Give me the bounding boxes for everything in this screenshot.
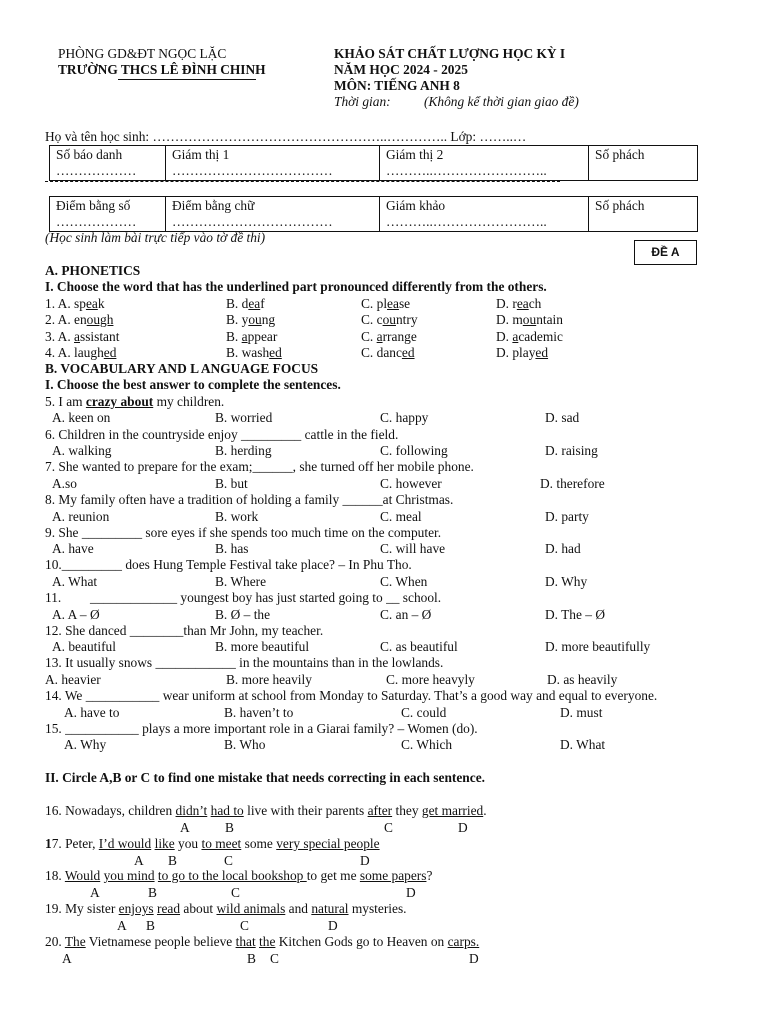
choice-letter: B	[146, 918, 155, 933]
answer-option-d: D. raising	[545, 443, 598, 458]
sentence-text: they	[392, 803, 422, 818]
underlined-segment: enjoys	[118, 901, 154, 916]
answer-option-d: D. The – Ø	[545, 607, 606, 622]
answer-option-a: A. A – Ø	[52, 607, 100, 622]
option-prefix: 3. A.	[45, 329, 75, 344]
underlined-part: ed	[269, 345, 282, 360]
underlined-segment: the	[259, 934, 276, 949]
underlined-part: ed	[401, 345, 415, 360]
cut-line	[45, 181, 560, 182]
sentence-text: and	[285, 901, 312, 916]
answer-option-d: D. What	[560, 737, 606, 752]
student-name-line: Họ và tên học sinh: ……………………………………………..………….. Lớp: ……..…	[45, 129, 527, 144]
cell-dots: ………………	[56, 163, 137, 178]
option-prefix: 1. A. sp	[45, 296, 86, 311]
sentence-text: 1	[45, 836, 52, 851]
subject: MÔN: TIẾNG ANH 8	[334, 78, 460, 93]
answer-option-c: C. When	[380, 574, 428, 589]
option-prefix: C. danc	[361, 345, 402, 360]
cell-dots: ………………………………	[172, 214, 333, 229]
sentence	[45, 803, 487, 819]
option-prefix: B.	[226, 329, 242, 344]
answer-option-d: D. party	[545, 509, 589, 524]
phonetic-option	[496, 329, 563, 345]
section-instruction: I. Choose the best answer to complete the sentences.	[45, 377, 341, 392]
sentence-text: about	[180, 901, 217, 916]
underlined-segment: some papers	[359, 868, 427, 883]
answer-option-a: A. have to	[64, 705, 120, 720]
option-suffix: ntain	[536, 312, 563, 327]
option-prefix: 4. A. laugh	[45, 345, 104, 360]
time-note: (Không kể thời gian giao đề)	[423, 94, 579, 109]
option-suffix: ppear	[247, 329, 278, 344]
time-label: Thời gian:	[334, 94, 391, 109]
underlined-segment: Would	[64, 868, 101, 883]
answer-option-d: D. had	[545, 541, 581, 556]
option-prefix: C. pl	[361, 296, 388, 311]
choice-letter: D	[328, 918, 338, 933]
answer-option-a: A. What	[52, 574, 98, 589]
underlined-part: ea	[387, 296, 399, 311]
underlined-part: ou	[248, 312, 262, 327]
answer-option-a: A. heavier	[45, 672, 101, 687]
answer-option-c: C. an – Ø	[380, 607, 432, 622]
answer-option-b: B. herding	[215, 443, 272, 458]
underlined-part: a	[376, 329, 383, 344]
underlined-part: ou	[522, 312, 537, 327]
answer-option-a: A. reunion	[52, 509, 110, 524]
cell-label: Giám thị 1	[172, 147, 230, 162]
underlined-part: a	[512, 329, 519, 344]
sentence	[45, 836, 380, 852]
underlined-segment: very special people	[276, 836, 380, 851]
choice-letter: A	[90, 885, 100, 900]
underlined-segment: had to	[210, 803, 244, 818]
underlined-part: ed	[103, 345, 117, 360]
choice-letter: A	[180, 820, 190, 835]
school-name: TRƯỜNG THCS LÊ ĐÌNH CHINH	[58, 62, 266, 77]
phonetic-option	[361, 312, 418, 328]
option-suffix: cademic	[518, 329, 563, 344]
phonetic-option	[45, 329, 119, 345]
answer-option-a: A. have	[52, 541, 94, 556]
answer-option-d: D. sad	[545, 410, 580, 425]
question-text: 12. She danced ________than Mr John, my teacher.	[45, 623, 324, 638]
sentence-text: 20.	[45, 934, 65, 949]
option-prefix: D.	[496, 329, 513, 344]
section-instruction: I. Choose the word that has the underlined part pronounced differently from the others.	[45, 279, 547, 294]
underlined-part: a	[241, 329, 248, 344]
phonetic-option	[361, 329, 417, 345]
option-suffix: ng	[261, 312, 276, 327]
choice-letter: C	[240, 918, 249, 933]
option-prefix: 2. A. en	[45, 312, 87, 327]
answer-option-c: C. however	[380, 476, 442, 491]
answer-option-b: B. work	[215, 509, 259, 524]
option-prefix: B. wash	[226, 345, 270, 360]
question-text: 15. ___________ plays a more important role in a Giarai family? – Women (do).	[45, 721, 478, 736]
phonetic-option	[226, 345, 282, 361]
answer-option-a: A. walking	[52, 443, 112, 458]
sentence-text: to get me	[306, 868, 360, 883]
cell-label: Điểm bằng chữ	[172, 198, 255, 213]
underlined-part: a	[74, 329, 80, 344]
option-suffix: f	[260, 296, 265, 311]
answer-option-b: B. has	[215, 541, 249, 556]
sentence-text: 18.	[45, 868, 65, 883]
sentence	[45, 934, 479, 950]
exam-code-badge: ĐỀ A	[634, 240, 697, 265]
answer-option-a: A. Why	[64, 737, 107, 752]
underlined-part: ou	[382, 312, 396, 327]
answer-option-c: C. could	[401, 705, 447, 720]
choice-letter: B	[247, 951, 256, 966]
question-text: 14. We ___________ wear uniform at school from Monday to Saturday. That’s a good way and equal to everyone.	[45, 688, 658, 703]
answer-option-c: C. following	[380, 443, 448, 458]
sentence	[45, 901, 407, 917]
answer-option-c: C. Which	[401, 737, 453, 752]
choice-letter: C	[270, 951, 279, 966]
cell-label: Giám thị 2	[386, 147, 444, 162]
exam-title: KHẢO SÁT CHẤT LƯỢNG HỌC KỲ I	[334, 46, 566, 61]
sentence	[45, 868, 432, 884]
answer-option-b: B. but	[215, 476, 248, 491]
sentence-text: 16. Nowadays, children	[45, 803, 176, 818]
underlined-segment: that	[235, 934, 256, 949]
school-header	[58, 46, 318, 78]
sentence-text: some	[241, 836, 277, 851]
answer-option-b: B. more heavily	[226, 672, 312, 687]
answer-option-c: C. will have	[380, 541, 446, 556]
choice-letter: D	[360, 853, 370, 868]
answer-option-a: A. keen on	[52, 410, 111, 425]
phonetic-option	[45, 312, 113, 328]
underlined-segment: read	[156, 901, 181, 916]
choice-letter: D	[406, 885, 416, 900]
choice-letter: C	[231, 885, 240, 900]
answer-option-a: A.so	[52, 476, 77, 491]
answer-option-c: C. as beautiful	[380, 639, 458, 654]
sentence-text: Vietnamese people believe	[85, 934, 236, 949]
phonetic-option	[361, 296, 410, 312]
option-suffix: ssistant	[79, 329, 120, 344]
question-text: 10._________ does Hung Temple Festival take place? – In Phu Tho.	[45, 557, 412, 572]
phonetic-option	[226, 296, 265, 312]
choice-letter: B	[225, 820, 234, 835]
underlined-part: ea	[516, 296, 529, 311]
option-prefix: B. d	[226, 296, 249, 311]
answer-option-b: B. worried	[215, 410, 273, 425]
underlined-segment: after	[367, 803, 393, 818]
section-heading: B. VOCABULARY AND L ANGUAGE FOCUS	[45, 361, 319, 376]
supervisor-table	[49, 145, 698, 181]
question-text: 9. She _________ sore eyes if she spends too much time on the computer.	[45, 525, 442, 540]
answer-option-b: B. Ø – the	[215, 607, 271, 622]
answer-option-a: A. beautiful	[52, 639, 116, 654]
sentence-text: Kitchen Gods go to Heaven on	[275, 934, 448, 949]
option-suffix: ch	[528, 296, 542, 311]
option-prefix: D. r	[496, 296, 517, 311]
phonetic-option	[496, 296, 541, 312]
underlined-segment: carps.	[447, 934, 480, 949]
cell-dots: ………..……………………..	[386, 214, 547, 229]
sentence-text: mysteries.	[348, 901, 407, 916]
underlined-segment: get married	[421, 803, 484, 818]
underlined-part: ea	[85, 296, 98, 311]
cell-dots: ………………………………	[172, 163, 333, 178]
sentence-text: 7. Peter,	[51, 836, 99, 851]
answer-option-b: B. Where	[215, 574, 267, 589]
sentence-text: ?	[426, 868, 433, 883]
section-instruction: II. Circle A,B or C to find one mistake that needs correcting in each sentence.	[45, 770, 485, 785]
choice-letter: A	[117, 918, 127, 933]
answer-option-d: D. Why	[545, 574, 588, 589]
choice-letter: D	[469, 951, 479, 966]
option-suffix: se	[398, 296, 411, 311]
phonetic-option	[361, 345, 415, 361]
choice-letter: A	[134, 853, 144, 868]
answer-option-b: B. haven’t to	[224, 705, 294, 720]
choice-letter: D	[458, 820, 468, 835]
choice-letter: C	[384, 820, 393, 835]
answer-option-d: D. more beautifully	[545, 639, 651, 654]
question-number: 11.	[45, 590, 62, 605]
question-text: 8. My family often have a tradition of holding a family ______at Christmas.	[45, 492, 454, 507]
department-name: PHÒNG GD&ĐT NGỌC LẶC	[58, 46, 227, 61]
cell-label: Số phách	[595, 147, 645, 162]
cell-dots: ………………	[56, 214, 137, 229]
header-underline	[118, 79, 256, 80]
sentence-text: .	[483, 803, 487, 818]
option-suffix: rrange	[382, 329, 417, 344]
underlined-segment: didn’t	[175, 803, 208, 818]
phonetic-option	[226, 329, 277, 345]
option-suffix: ntry	[395, 312, 418, 327]
underlined-part: ea	[248, 296, 261, 311]
cell-label: Số báo danh	[56, 147, 123, 162]
choice-letter: B	[168, 853, 177, 868]
sentence-text: you	[174, 836, 202, 851]
underlined-segment: to go to the local bookshop	[157, 868, 307, 883]
underlined-part: ed	[535, 345, 549, 360]
phonetic-option	[496, 345, 548, 361]
underlined-part: ough	[86, 312, 114, 327]
cell-label: Số phách	[595, 198, 645, 213]
option-suffix: k	[97, 296, 105, 311]
grading-table	[49, 196, 698, 232]
option-prefix: C.	[361, 329, 377, 344]
underlined-segment: natural	[311, 901, 349, 916]
answer-option-d: D. as heavily	[547, 672, 618, 687]
cell-label: Điểm bằng số	[56, 198, 131, 213]
underlined-segment: to meet	[201, 836, 242, 851]
answer-option-c: C. happy	[380, 410, 429, 425]
school-year: NĂM HỌC 2024 - 2025	[334, 62, 468, 77]
underlined-phrase: crazy about	[85, 394, 154, 409]
question-text: 5. I am	[45, 394, 86, 409]
exam-header	[334, 46, 579, 110]
phonetic-option	[226, 312, 275, 328]
question-text: 13. It usually snows ____________ in the mountains than in the lowlands.	[45, 655, 444, 670]
question-text: _____________ youngest boy has just started going to __ school.	[90, 590, 442, 605]
underlined-segment: like	[154, 836, 175, 851]
answer-option-d: D. must	[560, 705, 603, 720]
section-heading: A. PHONETICS	[45, 263, 141, 278]
option-prefix: B. y	[226, 312, 249, 327]
question-text: 7. She wanted to prepare for the exam;______, she turned off her mobile phone.	[45, 459, 474, 474]
phonetic-option	[45, 345, 116, 361]
underlined-segment: The	[64, 934, 86, 949]
answer-option-c: C. more heavyly	[386, 672, 475, 687]
cell-dots: ………..……………………..	[386, 163, 547, 178]
option-prefix: D. m	[496, 312, 523, 327]
choice-letter: C	[224, 853, 233, 868]
underlined-segment: wild animals	[216, 901, 286, 916]
question-text: 6. Children in the countryside enjoy _________ cattle in the field.	[45, 427, 399, 442]
answer-option-b: B. Who	[224, 737, 266, 752]
choice-letter: B	[148, 885, 157, 900]
time-row	[334, 94, 579, 110]
cell-label: Giám khảo	[386, 198, 446, 213]
underlined-segment: you mind	[103, 868, 155, 883]
question-text: my children.	[153, 394, 225, 409]
option-prefix: C. c	[361, 312, 383, 327]
underlined-segment: I’d would	[98, 836, 152, 851]
question-5	[45, 394, 224, 410]
option-prefix: D. play	[496, 345, 536, 360]
answer-option-d: D. therefore	[540, 476, 605, 491]
phonetic-option	[496, 312, 563, 328]
choice-letter: A	[62, 951, 72, 966]
answer-option-c: C. meal	[380, 509, 422, 524]
sentence-text: live with their parents	[243, 803, 368, 818]
instruction-note: (Học sinh làm bài trực tiếp vào tờ đề thi)	[45, 230, 266, 245]
answer-option-b: B. more beautiful	[215, 639, 310, 654]
sentence-text: 19. My sister	[45, 901, 119, 916]
phonetic-option	[45, 296, 105, 312]
